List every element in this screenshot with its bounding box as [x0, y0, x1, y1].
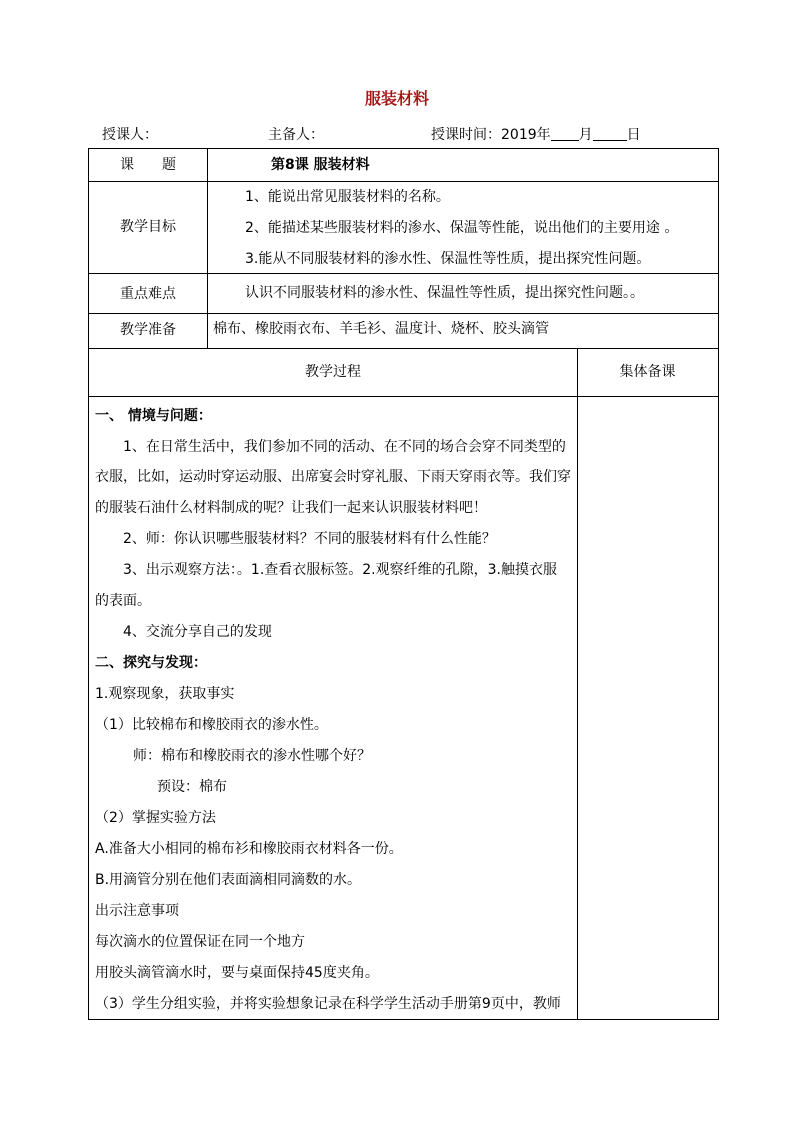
process-line: A.准备大小相同的棉布衫和橡胶雨衣材料各一份。: [95, 841, 403, 857]
process-line: 1.观察现象，获取事实: [95, 686, 235, 702]
row-divider: [89, 396, 718, 397]
row-divider: [89, 273, 718, 274]
process-line: 每次滴水的位置保证在同一个地方: [95, 934, 305, 950]
goal-item: 2、能描述某些服装材料的渗水、保温等性能，说出他们的主要用途 。: [245, 220, 679, 236]
row-divider: [89, 181, 718, 182]
process-line: 2、师：你认识哪些服装材料？不同的服装材料有什么性能？: [123, 531, 496, 547]
process-line: 1、在日常生活中，我们参加不同的活动、在不同的场合会穿不同类型的: [123, 439, 566, 455]
lesson-plan-table: [88, 148, 719, 1020]
process-line: 3、出示观察方法：。1.查看衣服标签。2.观察纤维的孔隙，3.触摸衣服: [123, 562, 557, 578]
process-line: B.用滴管分别在他们表面滴相同滴数的水。: [95, 872, 362, 888]
key-points-label: 重点难点: [120, 286, 176, 302]
process-line: 用胶头滴管滴水时，要与桌面保持45度夹角。: [95, 965, 379, 981]
label-column-divider: [207, 149, 208, 348]
preparation-label: 教学准备: [120, 322, 176, 338]
process-line: 师：棉布和橡胶雨衣的渗水性哪个好？: [133, 748, 371, 764]
topic-label: 课 题: [120, 157, 176, 173]
section-heading: 一、 情境与问题：: [95, 408, 212, 424]
collective-header: 集体备课: [619, 364, 676, 380]
process-line: （3）学生分组实验，并将实验想象记录在科学学生活动手册第9页中，教师: [95, 996, 561, 1012]
process-line: （2）掌握实验方法: [95, 810, 216, 826]
document-title: 服装材料: [364, 89, 429, 108]
key-points-value: 认识不同服装材料的渗水性、保温性等性质，提出探究性问题。。: [245, 285, 644, 301]
row-divider: [89, 348, 718, 349]
goal-item: 1、能说出常见服装材料的名称。: [245, 189, 450, 205]
collective-column-divider: [577, 348, 578, 1020]
process-line: 衣服，比如，运动时穿运动服、出席宴会时穿礼服、下雨天穿雨衣等。我们穿: [95, 469, 571, 485]
preparer-label: 主备人：: [268, 127, 324, 143]
goals-label: 教学目标: [120, 219, 176, 235]
goal-item: 3.能从不同服装材料的渗水性、保温性等性质，提出探究性问题。: [245, 251, 651, 267]
process-line: 4、交流分享自己的发现: [123, 624, 272, 640]
day-label: 日: [626, 127, 641, 143]
day-blank: [593, 126, 627, 141]
teacher-label: 授课人：: [102, 127, 158, 143]
process-line: 预设：棉布: [157, 779, 227, 795]
lesson-date: [431, 124, 641, 144]
process-line: （1）比较棉布和橡胶雨衣的渗水性。: [95, 717, 328, 733]
process-line: 的服装石油什么材料制成的呢？让我们一起来认识服装材料吧！: [95, 500, 487, 516]
month-label: 月: [578, 127, 593, 143]
row-divider: [89, 313, 718, 314]
section-heading: 二、探究与发现：: [95, 655, 207, 671]
process-line: 的表面。: [95, 593, 151, 609]
process-line: 出示注意事项: [95, 903, 179, 919]
month-blank: [551, 126, 579, 141]
process-header: 教学过程: [305, 364, 361, 380]
preparation-value: 棉布、橡胶雨衣布、羊毛衫、温度计、烧杯、胶头滴管: [213, 321, 549, 337]
date-prefix: 授课时间：2019年: [431, 127, 551, 143]
topic-value: 第8课 服装材料: [271, 157, 370, 173]
